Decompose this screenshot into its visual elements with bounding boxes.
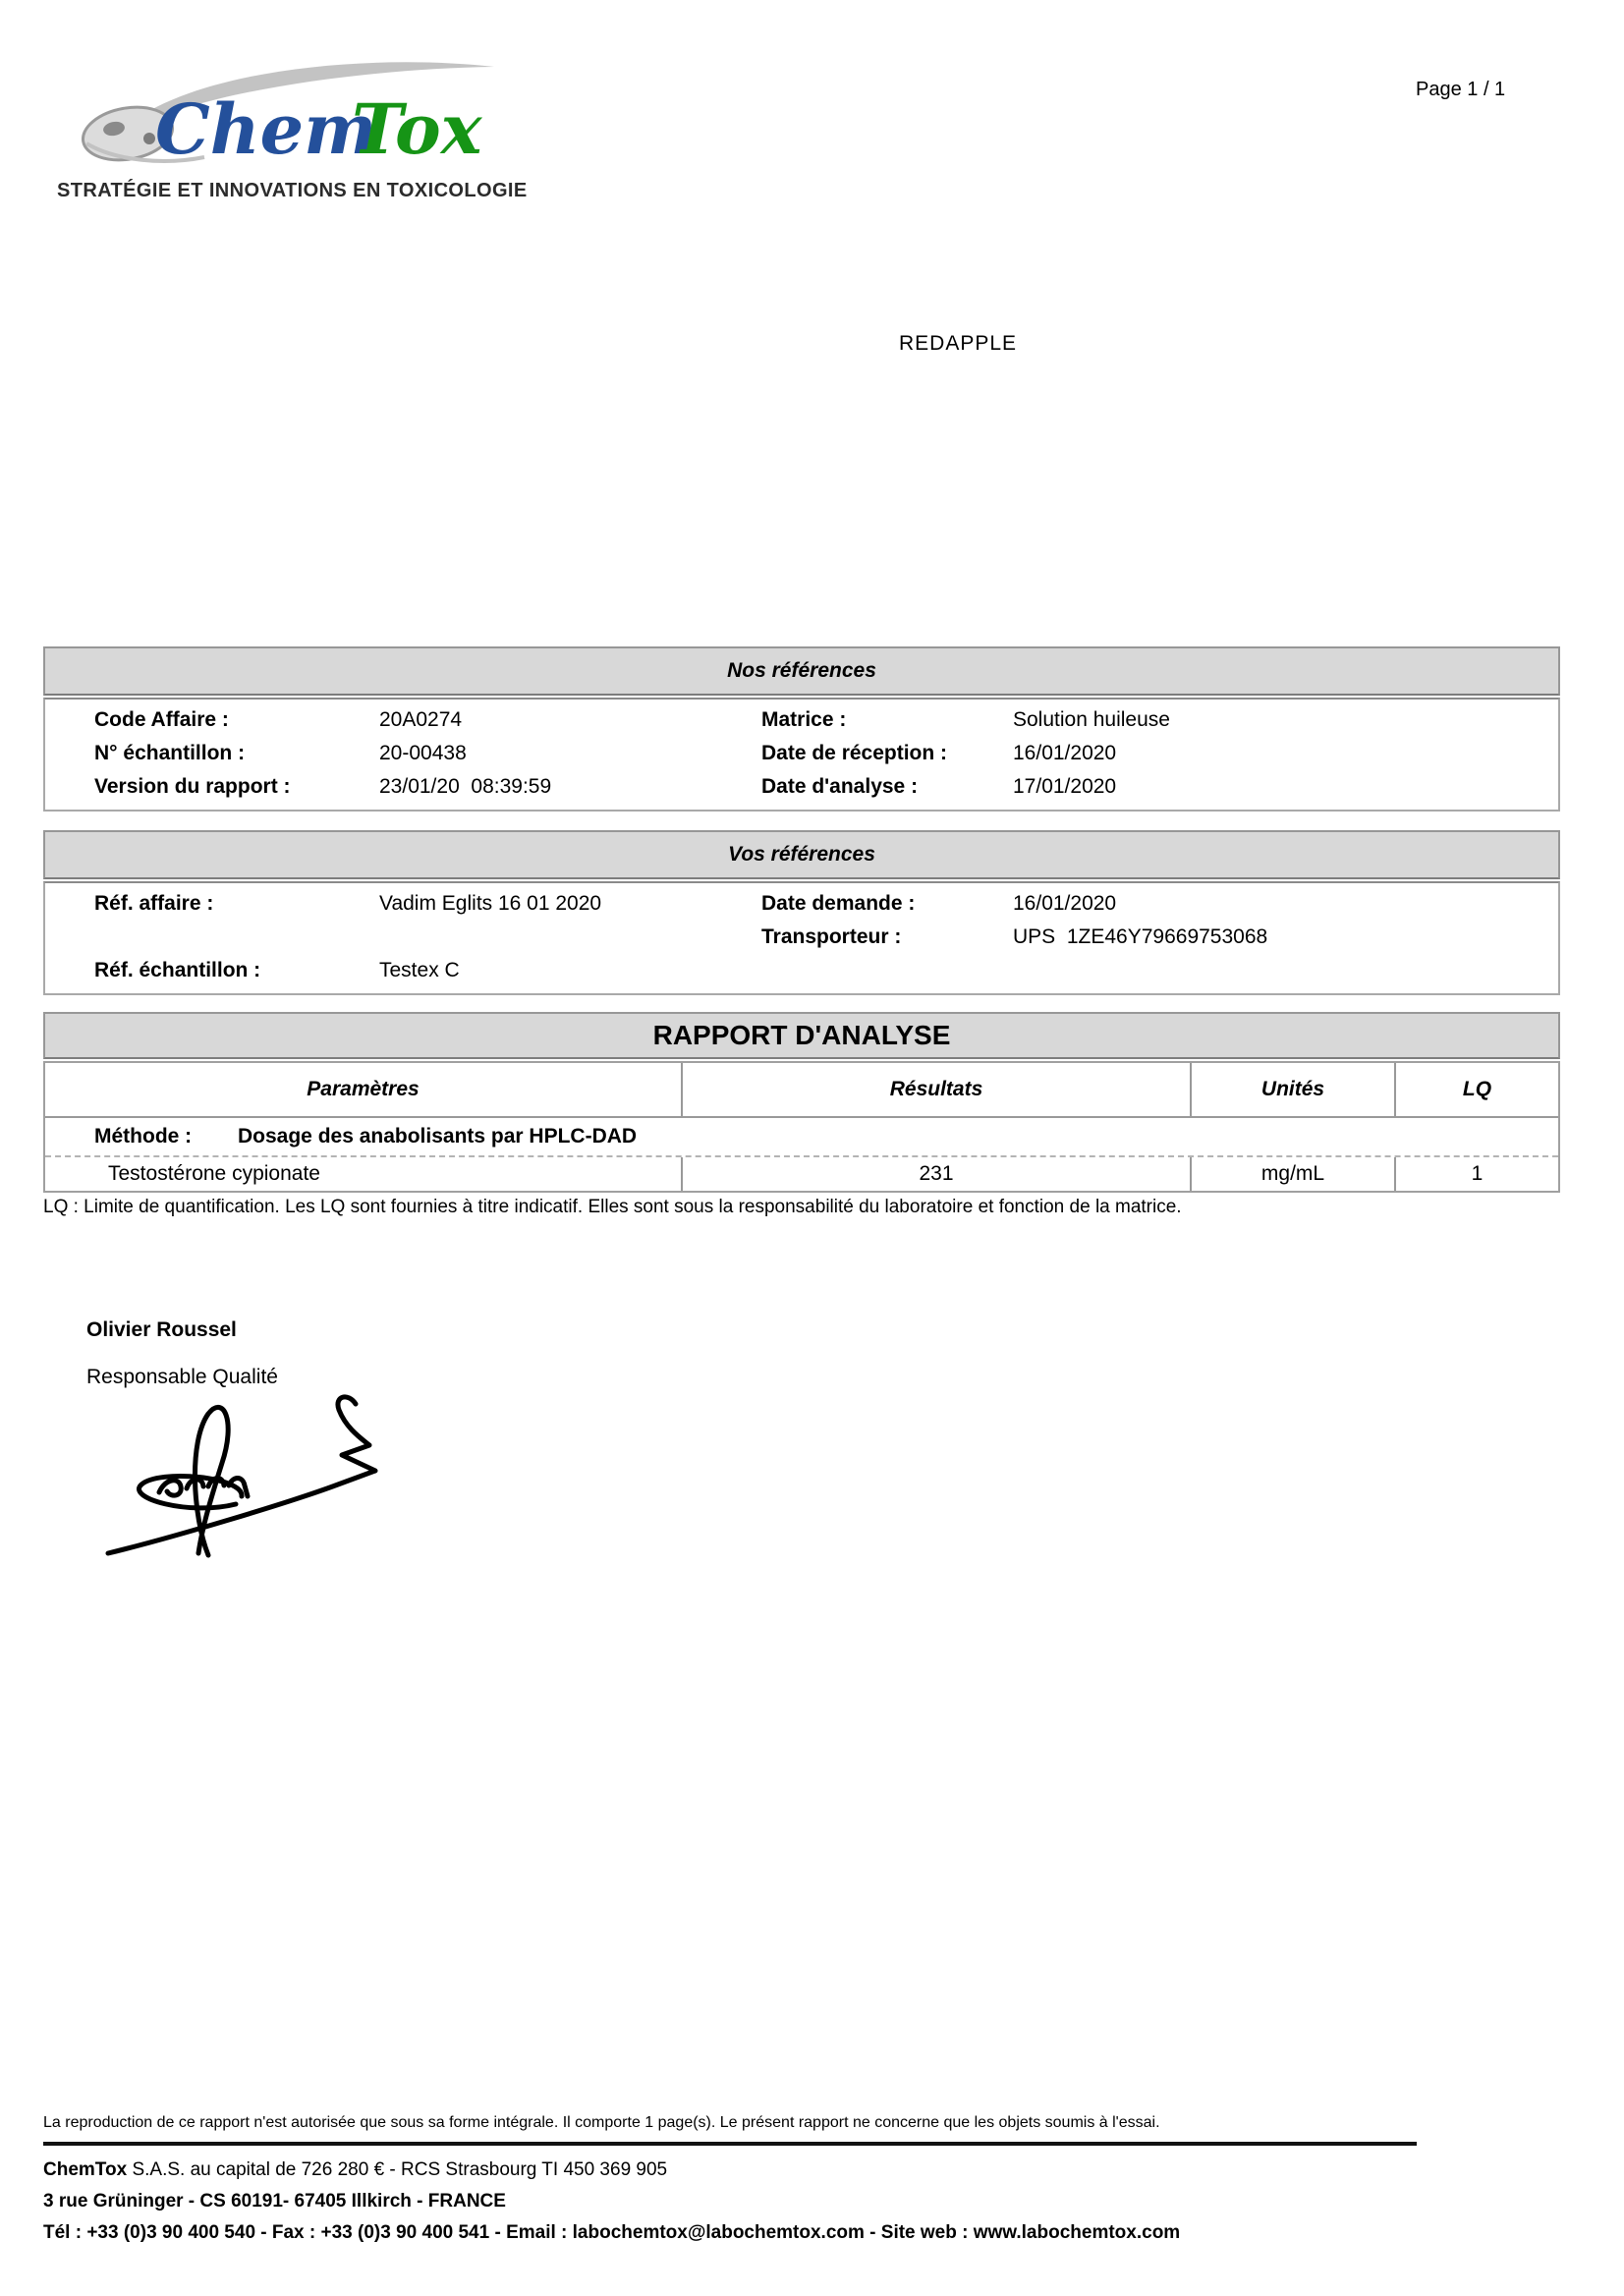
logo-tagline: STRATÉGIE ET INNOVATIONS EN TOXICOLOGIE <box>57 180 528 201</box>
ref-label: Date de réception : <box>761 742 948 764</box>
ref-value: 16/01/2020 <box>1013 892 1117 915</box>
signatory-name: Olivier Roussel <box>86 1318 237 1341</box>
result-lq: 1 <box>1471 1162 1484 1185</box>
ref-label: Date d'analyse : <box>761 775 919 798</box>
ref-value: Solution huileuse <box>1013 708 1170 731</box>
nos-references-title: Nos références <box>43 646 1560 696</box>
signatory-title: Responsable Qualité <box>86 1366 278 1388</box>
result-unit: mg/mL <box>1192 1157 1396 1191</box>
chemtox-logo <box>57 55 528 202</box>
vos-references-table <box>43 830 1560 995</box>
report-body <box>43 1061 1560 1193</box>
footer-address-line: 3 rue Grüninger - CS 60191- 67405 Illkirch - FRANCE <box>43 2191 506 2212</box>
ref-value: 20A0274 <box>379 708 463 731</box>
signature-image <box>98 1390 393 1567</box>
logo-tox-text: Tox <box>352 88 482 170</box>
analysis-report-table <box>43 1012 1560 1193</box>
vos-references-title: Vos références <box>43 830 1560 879</box>
ref-value: Vadim Eglits 16 01 2020 <box>379 892 602 915</box>
method-label: Méthode : <box>94 1125 193 1148</box>
result-parameter: Testostérone cypionate <box>45 1157 683 1191</box>
table-row <box>45 770 1558 804</box>
ref-label: Réf. affaire : <box>94 892 214 915</box>
column-header-lq: LQ <box>1462 1078 1492 1100</box>
vos-references-body <box>43 881 1560 995</box>
table-row <box>45 703 1558 737</box>
ref-label: Code Affaire : <box>94 708 229 731</box>
footer-divider <box>43 2142 1417 2146</box>
ref-value: UPS 1ZE46Y79669753068 <box>1013 925 1268 948</box>
method-value: Dosage des anabolisants par HPLC-DAD <box>238 1125 638 1148</box>
footer-contact-line: Tél : +33 (0)3 90 400 540 - Fax : +33 (0)3 90 400 541 - Email : labochemtox@labochemtox.com - Site web : www.labochemtox.com <box>43 2222 1181 2243</box>
ref-label: N° échantillon : <box>94 742 246 764</box>
method-row <box>45 1118 1558 1155</box>
result-value: 231 <box>683 1157 1192 1191</box>
ref-value: Testex C <box>379 959 460 981</box>
ref-value: 20-00438 <box>379 742 467 764</box>
table-row <box>45 954 1558 987</box>
footer-company-line <box>43 2159 667 2181</box>
table-row <box>45 921 1558 954</box>
ref-value: 23/01/20 08:39:59 <box>379 775 552 798</box>
lq-footnote: LQ : Limite de quantification. Les LQ sont fournies à titre indicatif. Elles sont sous la responsabilité du laboratoire et fonction de la matrice. <box>43 1197 1182 1217</box>
ref-value: 17/01/2020 <box>1013 775 1117 798</box>
client-name: REDAPPLE <box>899 332 1018 355</box>
report-title: RAPPORT D'ANALYSE <box>43 1012 1560 1059</box>
logo-chem-text: Chem <box>155 88 377 170</box>
nos-references-body <box>43 698 1560 812</box>
result-row <box>45 1155 1558 1191</box>
ref-label: Version du rapport : <box>94 775 291 798</box>
table-row <box>45 887 1558 921</box>
column-header-resultats: Résultats <box>683 1063 1192 1116</box>
nos-references-table <box>43 646 1560 812</box>
table-row <box>45 737 1558 770</box>
footer-company-details: S.A.S. au capital de 726 280 € - RCS Strasbourg TI 450 369 905 <box>127 2159 668 2180</box>
chemtox-logo-swoosh-icon <box>57 55 504 171</box>
report-column-headers <box>45 1063 1558 1118</box>
ref-label: Matrice : <box>761 708 847 731</box>
ref-value: 16/01/2020 <box>1013 742 1117 764</box>
footer-company-name: ChemTox <box>43 2159 128 2180</box>
ref-label: Réf. échantillon : <box>94 959 261 981</box>
reproduction-notice: La reproduction de ce rapport n'est autorisée que sous sa forme intégrale. Il comporte 1 page(s). Le présent rapport ne concerne que les objets soumis à l'essai. <box>43 2114 1160 2131</box>
page-number-label: Page 1 / 1 <box>1416 79 1506 100</box>
ref-label: Transporteur : <box>761 925 902 948</box>
column-header-parametres: Paramètres <box>45 1063 683 1116</box>
ref-label: Date demande : <box>761 892 916 915</box>
column-header-unites: Unités <box>1192 1063 1396 1116</box>
